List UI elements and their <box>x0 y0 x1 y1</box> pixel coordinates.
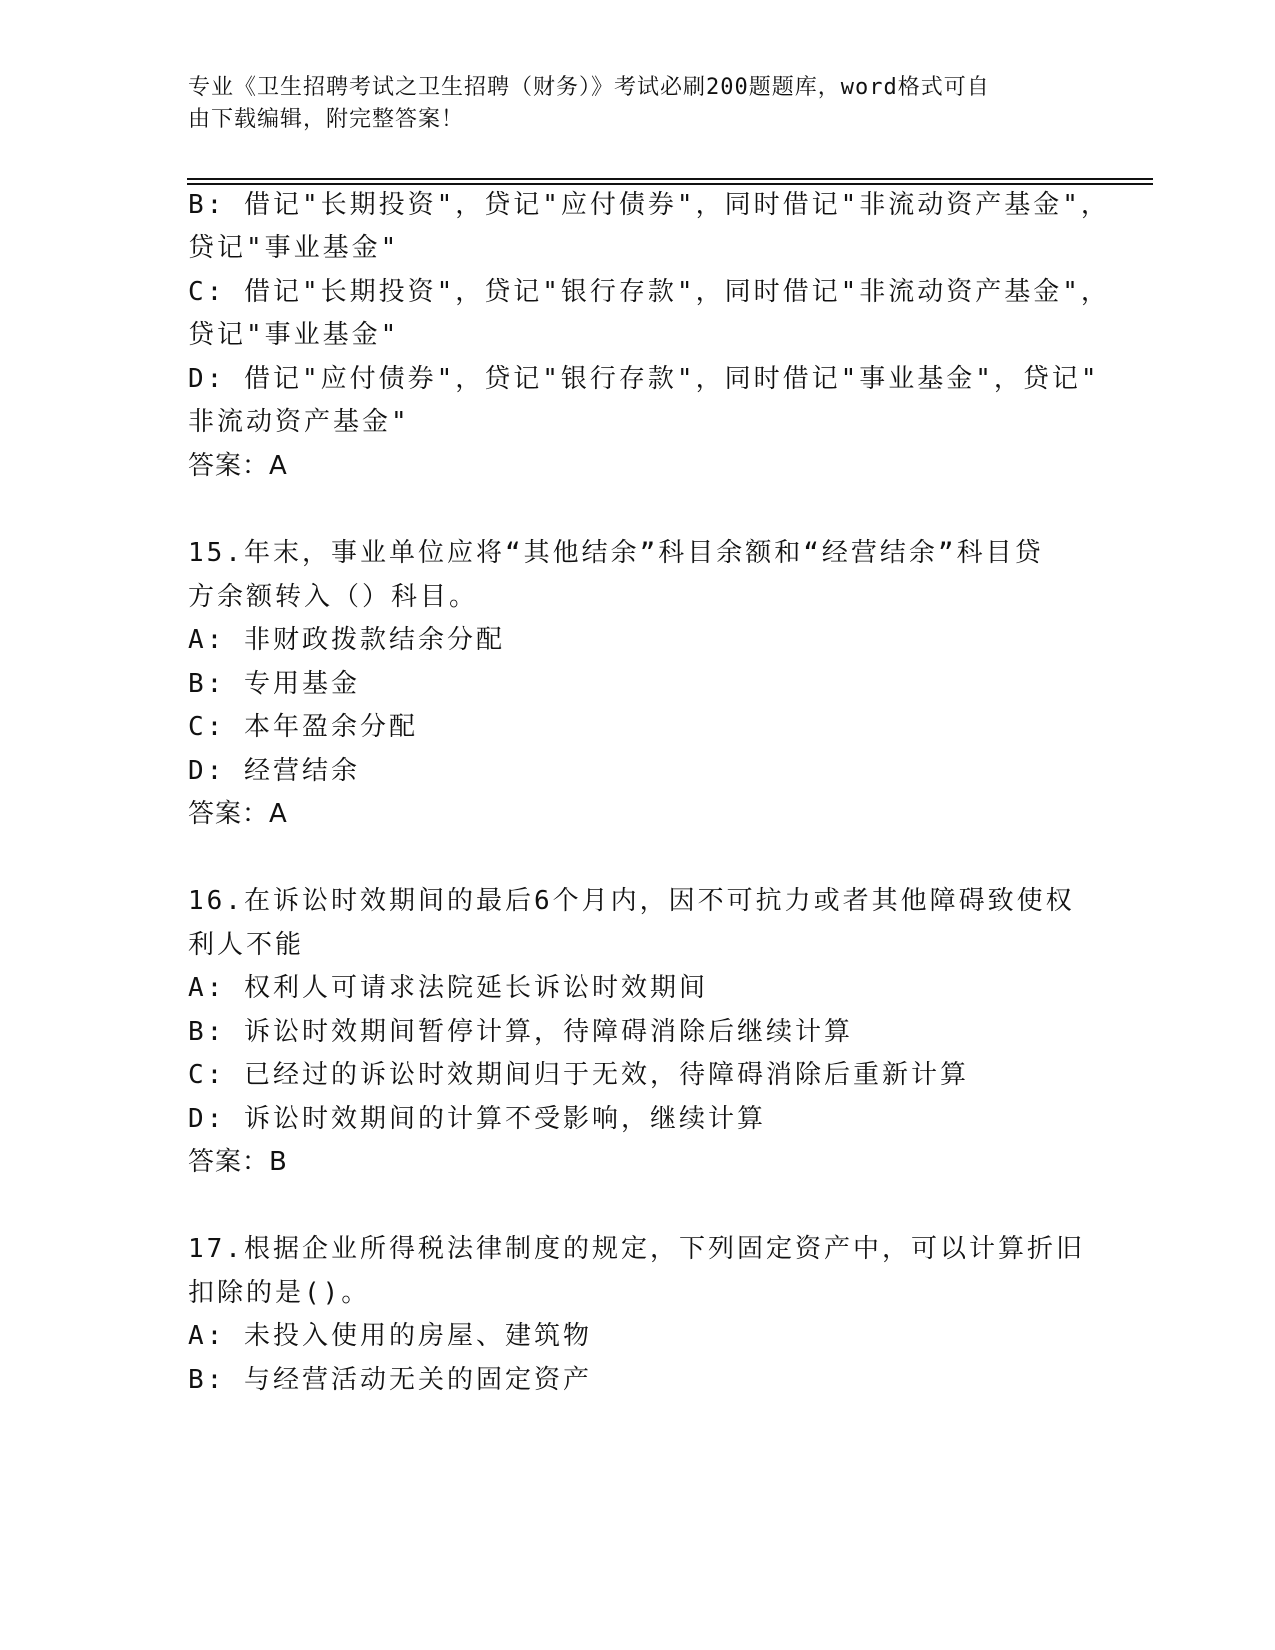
document-title <box>188 72 1088 136</box>
q16-option-b: B: 诉讼时效期间暂停计算，待障碍消除后继续计算 <box>188 1017 853 1047</box>
q14-option-c-line1: C: 借记"长期投资"，贷记"银行存款"，同时借记"非流动资产基金"， <box>188 277 1110 307</box>
q16-stem-line2: 利人不能 <box>188 930 305 960</box>
q17-stem-line2: 扣除的是()。 <box>188 1278 371 1308</box>
q14-option-d-line2: 非流动资产基金" <box>188 407 410 437</box>
q14-option-b-line2: 贷记"事业基金" <box>188 233 400 263</box>
q15-stem-line2: 方余额转入（）科目。 <box>188 582 479 612</box>
q16-option-d: D: 诉讼时效期间的计算不受影响，继续计算 <box>188 1104 766 1134</box>
q16-option-a: A: 权利人可请求法院延长诉讼时效期间 <box>188 973 708 1003</box>
q15-stem-line1: 15.年末，事业单位应将“其他结余”科目余额和“经营结余”科目贷 <box>188 538 1044 568</box>
q14-option-b-line1: B: 借记"长期投资"，贷记"应付债券"，同时借记"非流动资产基金"， <box>188 190 1110 220</box>
q14-option-c-line2: 贷记"事业基金" <box>188 320 400 350</box>
q15-option-b: B: 专用基金 <box>188 669 360 699</box>
q17-option-a: A: 未投入使用的房屋、建筑物 <box>188 1321 592 1351</box>
q14-option-d-line1: D: 借记"应付债券"，贷记"银行存款"，同时借记"事业基金"，贷记" <box>188 364 1100 394</box>
q15-option-a: A: 非财政拨款结余分配 <box>188 625 505 655</box>
q16-answer: 答案：B <box>188 1147 288 1177</box>
q16-stem-line1: 16.在诉讼时效期间的最后6个月内，因不可抗力或者其他障碍致使权 <box>188 886 1075 916</box>
header-divider-bottom <box>187 183 1153 185</box>
header-divider-top <box>187 178 1153 180</box>
q17-stem-line1: 17.根据企业所得税法律制度的规定，下列固定资产中，可以计算折旧 <box>188 1234 1085 1264</box>
q15-answer: 答案：A <box>188 799 288 829</box>
document-title-line2: 由下载编辑，附完整答案！ <box>188 107 465 132</box>
document-title-line1: 专业《卫生招聘考试之卫生招聘（财务）》考试必刷200题题库，word格式可自 <box>188 75 990 100</box>
q17-option-b: B: 与经营活动无关的固定资产 <box>188 1365 592 1395</box>
q14-answer: 答案：A <box>188 451 288 481</box>
q15-option-c: C: 本年盈余分配 <box>188 712 418 742</box>
q16-option-c: C: 已经过的诉讼时效期间归于无效，待障碍消除后重新计算 <box>188 1060 969 1090</box>
q15-option-d: D: 经营结余 <box>188 756 360 786</box>
